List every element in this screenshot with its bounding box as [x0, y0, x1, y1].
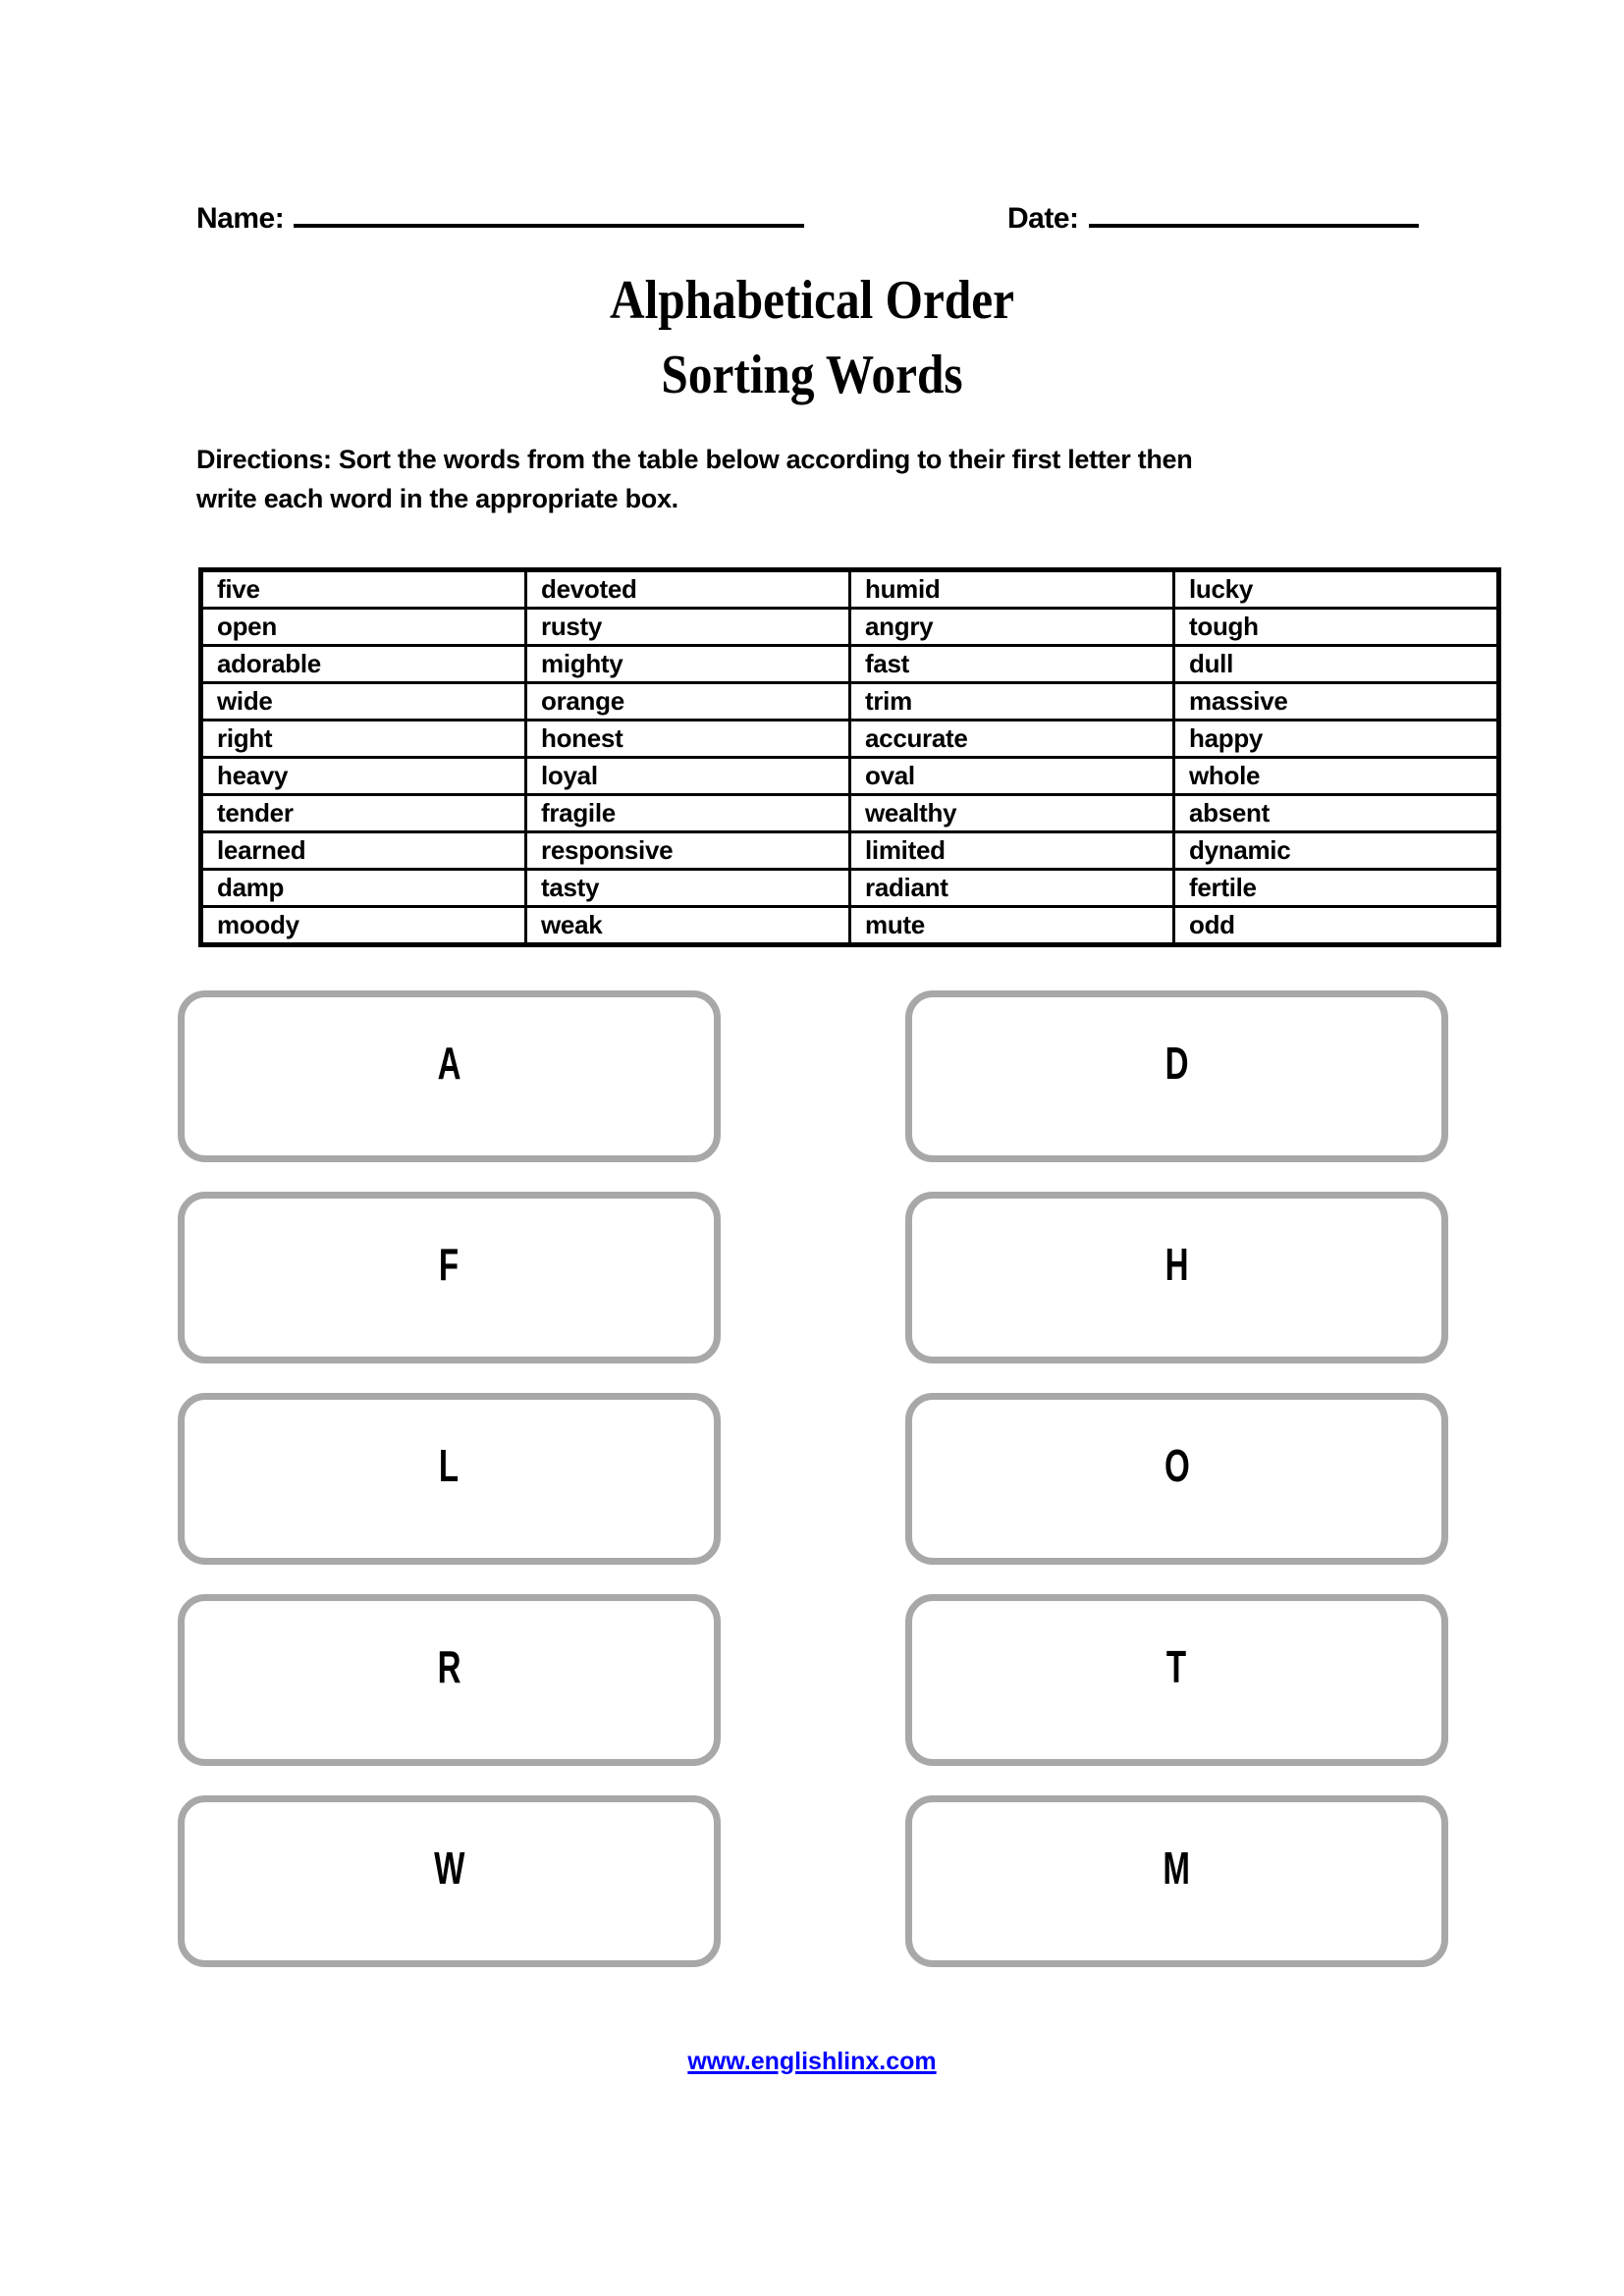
word-cell: moody: [201, 907, 526, 945]
sort-box-letter: W: [433, 1842, 465, 1894]
footer-link[interactable]: www.englishlinx.com: [687, 2048, 937, 2075]
page-title-line2: Sorting Words: [661, 345, 963, 405]
name-blank-line: [294, 194, 804, 228]
word-cell: angry: [850, 609, 1174, 646]
sort-box-a: [178, 990, 721, 1162]
word-cell: fragile: [526, 795, 850, 832]
sort-box-t: [905, 1594, 1448, 1766]
word-cell: wide: [201, 683, 526, 721]
sort-box-l: [178, 1393, 721, 1565]
sort-box-letter: H: [1164, 1239, 1189, 1290]
word-cell: dull: [1174, 646, 1499, 683]
word-cell: fast: [850, 646, 1174, 683]
table-row: [201, 721, 1499, 758]
name-date-row: [0, 194, 1624, 249]
word-cell: lucky: [1174, 570, 1499, 609]
sort-box-letter: T: [1166, 1641, 1187, 1692]
word-cell: whole: [1174, 758, 1499, 795]
word-table: [198, 567, 1501, 947]
word-cell: mighty: [526, 646, 850, 683]
word-cell: five: [201, 570, 526, 609]
name-label: Name:: [196, 202, 285, 235]
word-cell: damp: [201, 870, 526, 907]
sort-boxes-grid: [178, 990, 1448, 1967]
sort-box-h: [905, 1192, 1448, 1363]
word-cell: massive: [1174, 683, 1499, 721]
word-cell: right: [201, 721, 526, 758]
sort-box-w: [178, 1795, 721, 1967]
sort-box-o: [905, 1393, 1448, 1565]
word-cell: learned: [201, 832, 526, 870]
sort-box-m: [905, 1795, 1448, 1967]
word-cell: oval: [850, 758, 1174, 795]
word-cell: accurate: [850, 721, 1174, 758]
date-field: [1007, 194, 1419, 236]
word-cell: absent: [1174, 795, 1499, 832]
word-cell: heavy: [201, 758, 526, 795]
word-cell: honest: [526, 721, 850, 758]
word-cell: trim: [850, 683, 1174, 721]
sort-box-r: [178, 1594, 721, 1766]
directions-text: [196, 440, 1463, 518]
table-row: [201, 609, 1499, 646]
word-cell: fertile: [1174, 870, 1499, 907]
directions-line2: write each word in the appropriate box.: [196, 484, 678, 513]
table-row: [201, 646, 1499, 683]
sort-box-letter: R: [437, 1641, 461, 1692]
date-label: Date:: [1007, 202, 1079, 235]
word-cell: mute: [850, 907, 1174, 945]
word-cell: open: [201, 609, 526, 646]
word-cell: humid: [850, 570, 1174, 609]
name-field: [196, 194, 804, 236]
word-cell: rusty: [526, 609, 850, 646]
word-cell: happy: [1174, 721, 1499, 758]
footer: [0, 2048, 1624, 2076]
word-cell: dynamic: [1174, 832, 1499, 870]
table-row: [201, 683, 1499, 721]
date-blank-line: [1089, 194, 1419, 228]
directions-line1: Directions: Sort the words from the table below according to their first letter then: [196, 445, 1193, 474]
sort-box-d: [905, 990, 1448, 1162]
sort-box-f: [178, 1192, 721, 1363]
word-cell: loyal: [526, 758, 850, 795]
word-cell: tough: [1174, 609, 1499, 646]
table-row: [201, 870, 1499, 907]
word-cell: limited: [850, 832, 1174, 870]
word-cell: tender: [201, 795, 526, 832]
table-row: [201, 832, 1499, 870]
sort-box-letter: F: [439, 1239, 460, 1290]
sort-box-letter: D: [1164, 1038, 1189, 1089]
table-row: [201, 570, 1499, 609]
page-title: [0, 263, 1624, 412]
sort-box-letter: A: [437, 1038, 461, 1089]
word-cell: devoted: [526, 570, 850, 609]
word-cell: adorable: [201, 646, 526, 683]
table-row: [201, 795, 1499, 832]
page-title-line1: Alphabetical Order: [609, 270, 1015, 331]
word-cell: odd: [1174, 907, 1499, 945]
sort-box-letter: M: [1163, 1842, 1191, 1894]
word-cell: wealthy: [850, 795, 1174, 832]
word-cell: orange: [526, 683, 850, 721]
table-row: [201, 907, 1499, 945]
word-cell: tasty: [526, 870, 850, 907]
word-cell: radiant: [850, 870, 1174, 907]
word-cell: weak: [526, 907, 850, 945]
word-cell: responsive: [526, 832, 850, 870]
table-row: [201, 758, 1499, 795]
sort-box-letter: O: [1164, 1440, 1190, 1491]
sort-box-letter: L: [439, 1440, 460, 1491]
